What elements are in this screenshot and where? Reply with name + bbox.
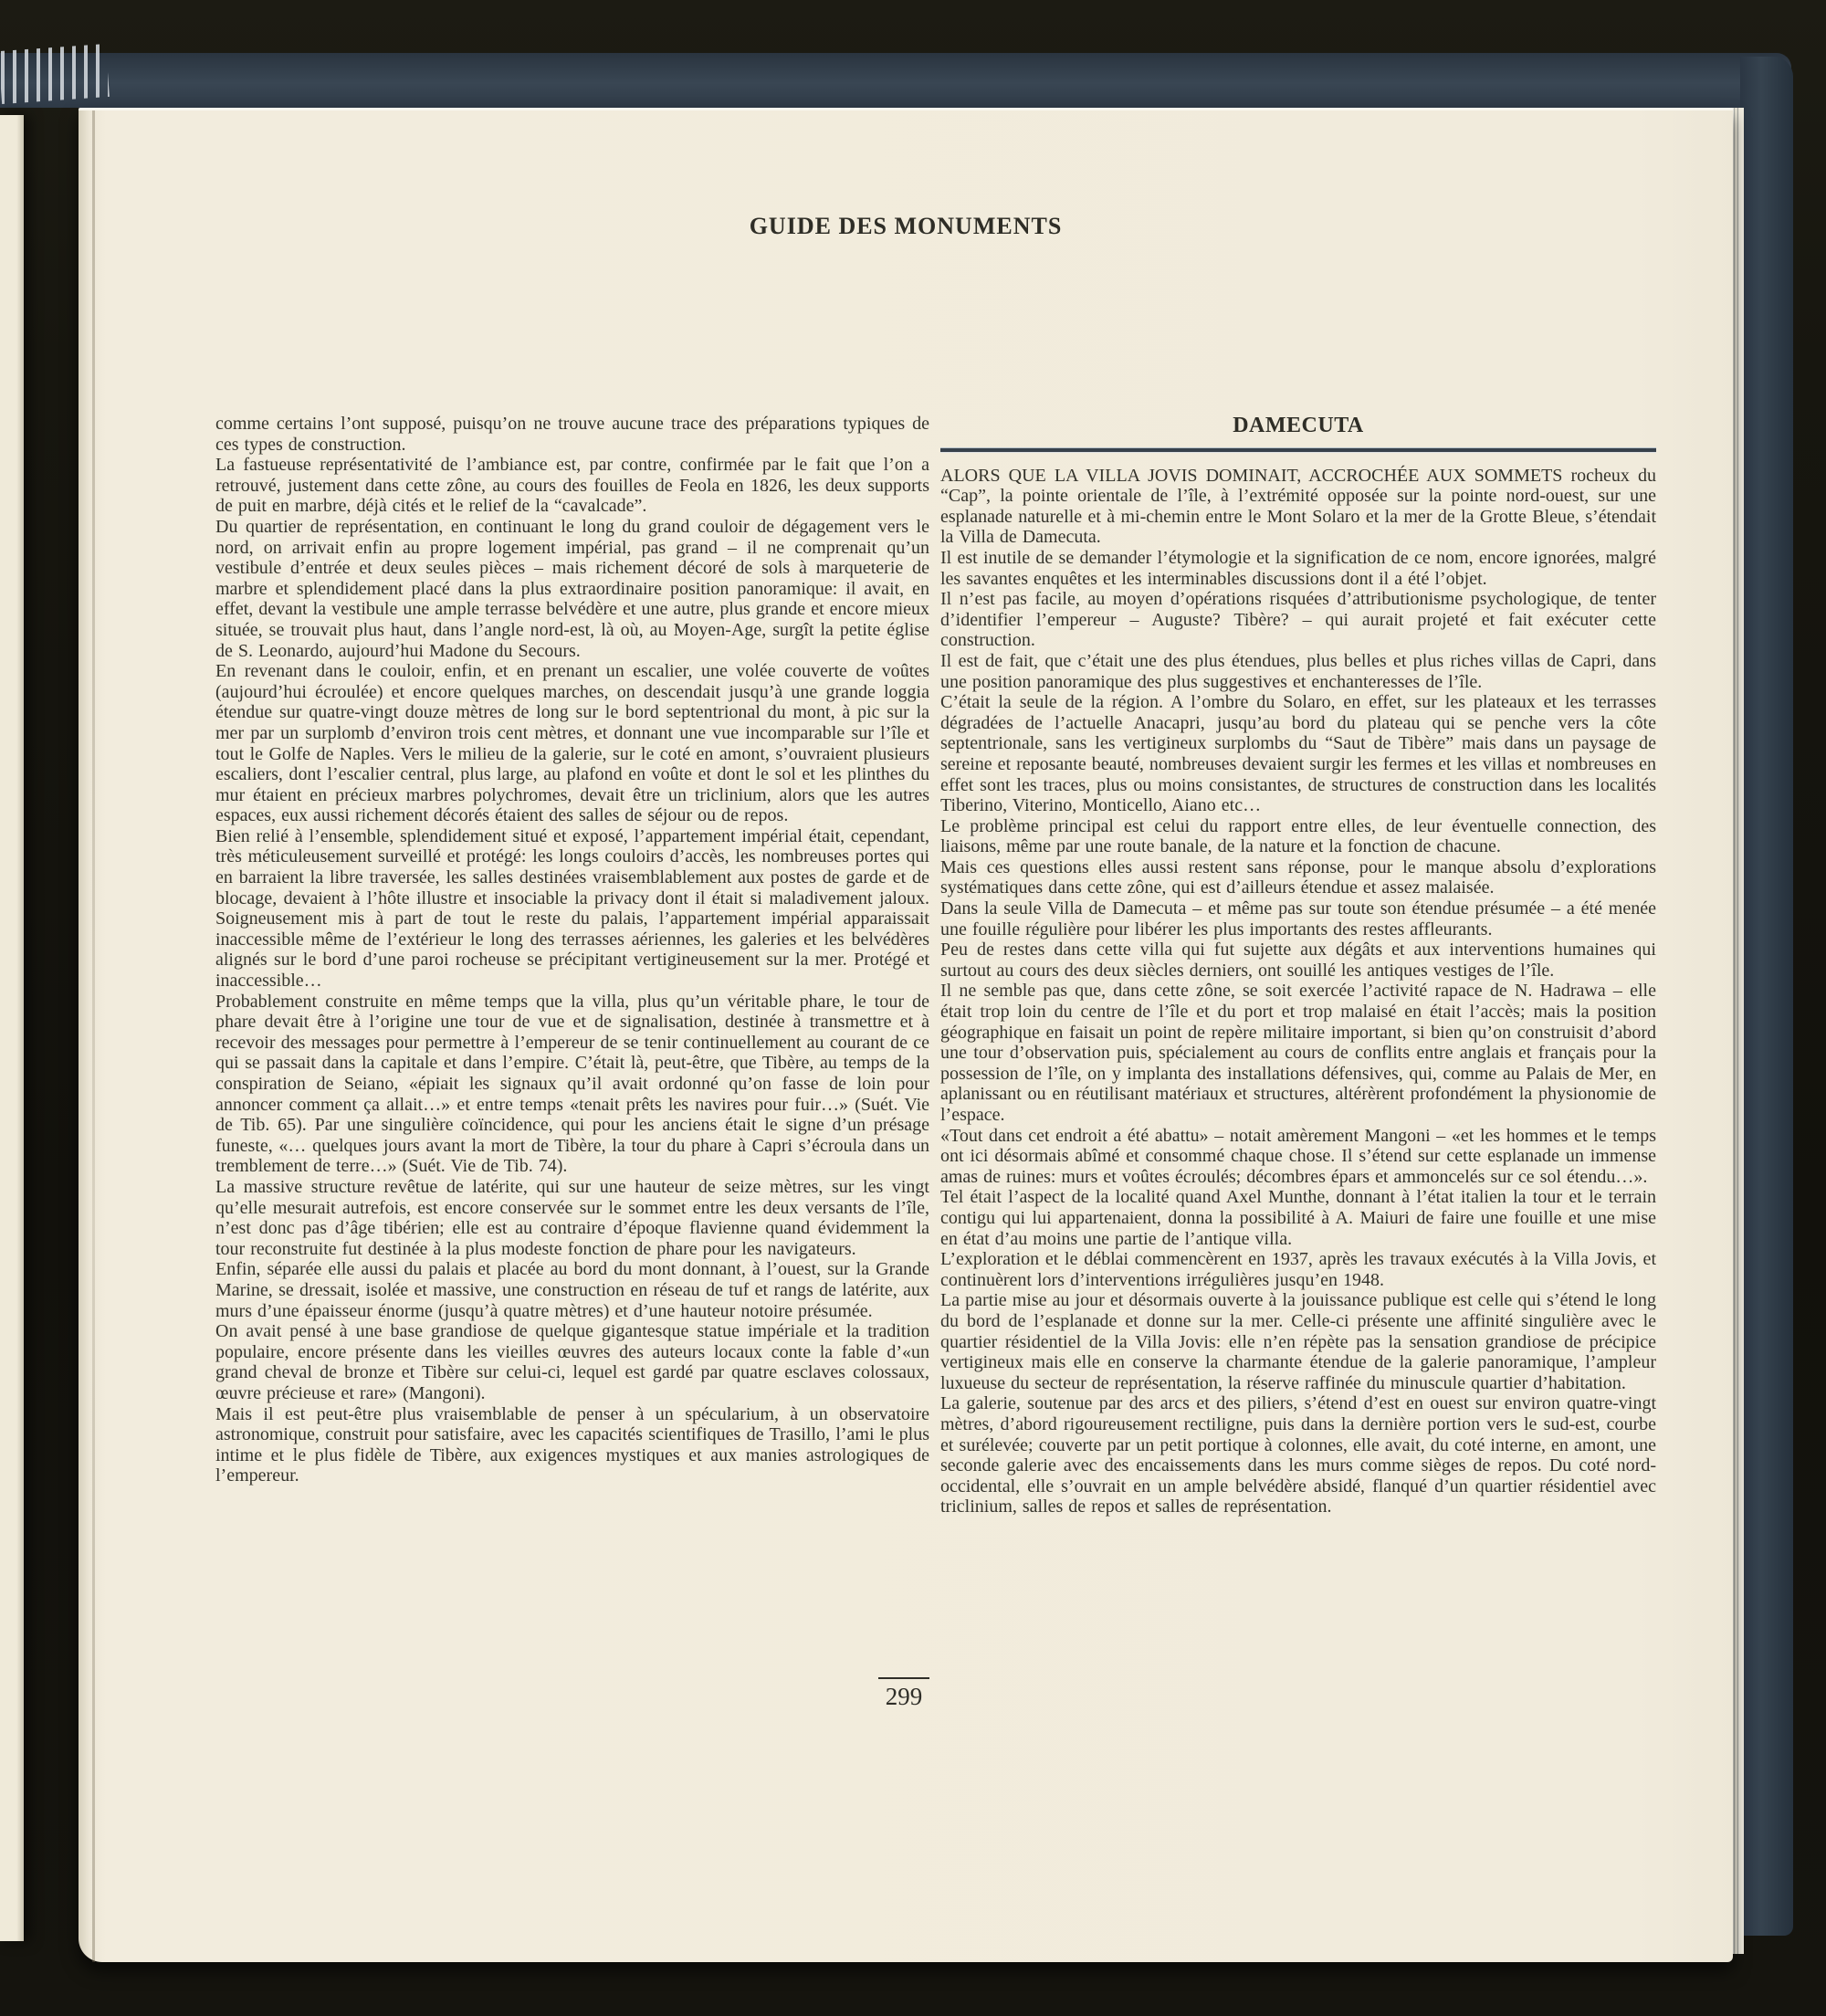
book-cover-top-edge: [0, 53, 1791, 108]
paragraph: Bien relié à l’ensemble, splendidement situé et exposé, l’appartement impérial était, cependant, très méticuleusement surveillé et protégé: les longs couloirs d’accès, les nombreuses portes qui en barraient la libre traversée, les salles destinées vraisemblablement aux postes de garde et de blocage, devaient à l’hôte illustre et insociable la privacy dont il était si maladivement jaloux. Soigneusement mis à part de tout le reste du palais, l’appartement impérial apparaissait inaccessible même de l’extérieur le long des terrasses aériennes, les galeries et les belvédères alignés sur le bord d’une paroi rocheuse se précipitant vertigineusement sur la mer. Protégé et inaccessible…: [215, 825, 929, 992]
paragraph: ALORS QUE LA VILLA JOVIS DOMINAIT, ACCROCHÉE AUX SOMMETS rocheux du “Cap”, la pointe orientale de l’île, à l’extrémité opposée sur la pointe nord-ouest, sur une esplanade naturelle et à mi-chemin entre le Mont Solaro et la mer de la Grotte Bleue, s’étendait la Villa de Damecuta.: [940, 465, 1656, 548]
left-column: [215, 414, 929, 1486]
paragraph: «Tout dans cet endroit a été abattu» – notait amèrement Mangoni – «et les hommes et le temps ont ici désormais abîmé et consommé chaque chose. Il s’étend sur cette esplanade un immense amas de ruines: murs et voûtes écroulés; décombres épars et ammoncelés sur ce sol étendu…».: [940, 1125, 1656, 1187]
binding-stitches: [0, 44, 110, 104]
paragraph: Il ne semble pas que, dans cette zône, se soit exercée l’activité rapace de N. Hadrawa – elle était trop loin du centre de l’île et du port et trop malaisé en était l’accès; mais la position géographique en faisait un point de repère militaire important, si bien qu’on construisit d’abord une tour d’observation puis, spécialement au cours de conflits entre anglais et français pour la possession de l’île, on y implanta des installations défensives, qui, comme au Palais de Mer, en aplanissant ou en réutilisant matériaux et structures, altérèrent profondément la physionomie de l’espace.: [940, 981, 1656, 1125]
paragraph: Mais il est peut-être plus vraisemblable de penser à un spécularium, à un observatoire astronomique, construit pour satisfaire, avec les capacités scientifiques de Trasillo, l’ami le plus intime et le plus fidèle de Tibère, aux exigences mystiques et aux manies astrologiques de l’empereur.: [215, 1403, 929, 1486]
section-body: [940, 466, 1656, 1517]
paragraph: Mais ces questions elles aussi restent sans réponse, pour le manque absolu d’explorations systématiques dans cette zône, qui est d’ailleurs étendue et assez malaisée.: [940, 856, 1656, 898]
book-page: [79, 108, 1733, 1962]
paragraph: Enfin, séparée elle aussi du palais et placée au bord du mont donnant, à l’ouest, sur la Grande Marine, se dressait, isolée et massive, une construction en réseau de tuf et rangs de latérite, aux murs d’une épaisseur énorme (jusqu’à quatre mètres) et d’une hauteur notoire présumée.: [215, 1259, 929, 1321]
section-rule: [940, 447, 1656, 453]
paragraph: La fastueuse représentativité de l’ambiance est, par contre, confirmée par le fait que l’on a retrouvé, justement dans cette zône, au cours des fouilles de Feola en 1826, les deux supports de puit en marbre, déjà cités et le relief de la “cavalcade”.: [215, 455, 929, 517]
paragraph: Tel était l’aspect de la localité quand Axel Munthe, donnant à l’état italien la tour et le terrain contigu qui lui appartenaient, donna la possibilité à A. Maiuri de faire une fouille et une mise en état d’au moins une partie de l’antique villa.: [940, 1187, 1656, 1249]
paragraph: Le problème principal est celui du rapport entre elles, de leur éventuelle connection, des liaisons, même par une route banale, de la nature et la fonction de chacune.: [940, 815, 1656, 857]
paragraph: Il est inutile de se demander l’étymologie et la signification de ce nom, encore ignorées, malgré les savantes enquêtes et les interminables discussions dont il a été l’objet.: [940, 547, 1656, 589]
paragraph: On avait pensé à une base grandiose de quelque gigantesque statue impériale et la tradition populaire, encore présente dans les vieilles œuvres des auteurs locaux conte la fable d’«un grand cheval de bronze et Tibère sur celui-ci, lequel est gardé par quatre esclaves colossaux, œuvre précieuse et rare» (Mangoni).: [215, 1321, 929, 1403]
paragraph: Probablement construite en même temps que la villa, plus qu’un véritable phare, le tour de phare devait être à l’origine une tour de vue et de signalisation, destinée à transmettre et à recevoir des messages pour permettre à l’empereur de se tenir continuellement au courant de ce qui se passait dans la capitale et dans l’empire. C’était là, peut-être, que Tibère, au temps de la conspiration de Seiano, «épiait les signaux qu’il avait ordonné qu’on fasse de loin pour annoncer comment ça allait…» et entre temps «tenait prêts les navires pour fuir…» (Suét. Vie de Tib. 65). Par une singulière coïncidence, qui pour les anciens était le signe d’un présage funeste, «… quelques jours avant la mort de Tibère, la tour du phare à Capri s’écroula dans un tremblement de terre…» (Suét. Vie de Tib. 74).: [215, 991, 929, 1177]
paragraph: Il n’est pas facile, au moyen d’opérations risquées d’attributionisme psychologique, de tenter d’identifier l’empereur – Auguste? Tibère? – qui aurait projeté et fait exécuter cette construction.: [940, 589, 1656, 651]
paragraph: Du quartier de représentation, en continuant le long du grand couloir de dégagement vers le nord, on arrivait enfin au propre logement impérial, pas grand – il ne comprenait qu’un vestibule d’entrée et deux seules pièces – mais richement décoré de sols à marqueterie de marbre et splendidement placé dans la plus extraordinaire position panoramique: il avait, en effet, devant la vestibule une ample terrasse belvédère et une autre, plus grande et encore mieux située, se trouvait plus haut, dans l’angle nord-est, là où, au Moyen-Age, surgît la petite église de S. Leonardo, aujourd’hui Madone du Secours.: [215, 516, 929, 661]
paragraph: Peu de restes dans cette villa qui fut sujette aux dégâts et aux interventions humaines qui surtout au cours des deux siècles derniers, ont souillé les antiques vestiges de l’île.: [940, 940, 1656, 981]
paragraph: Il est de fait, que c’était une des plus étendues, plus belles et plus riches villas de Capri, dans une position panoramique des plus suggestives et enchanteresses de l’île.: [940, 650, 1656, 692]
paragraph: La galerie, soutenue par des arcs et des piliers, s’étend d’est en ouest sur environ quatre-vingt mètres, d’abord rigoureusement rectiligne, puis dans la dernière portion vers le sud-est, courbe et surélevée; couverte par un petit portique à colonnes, elle avait, du coté interne, en amont, une seconde galerie avec des encaissements dans les murs comme sièges de repos. Du coté nord-occidental, elle s’ouvrait en un ample belvédère absidé, flanqué d’un quartier résidentiel avec triclinium, salles de repos et salles de représentation.: [940, 1393, 1656, 1517]
paragraph: comme certains l’ont supposé, puisqu’on ne trouve aucune trace des préparations typiques de ces types de construction.: [215, 414, 929, 455]
running-head: GUIDE DES MONUMENTS: [749, 213, 1063, 239]
right-column: [940, 414, 1656, 1517]
section-heading: DAMECUTA: [1233, 414, 1364, 437]
paragraph: La massive structure revêtue de latérite, qui sur une hauteur de seize mètres, sur les vingt qu’elle mesurait autrefois, est encore conservée sur le sommet entre les deux versants de l’île, n’est donc pas d’âge tibérien; elle est au contraire d’époque flavienne quand évidemment la tour reconstruite fut destinée à la plus modeste fonction de phare pour les navigateurs.: [215, 1176, 929, 1259]
page-number: [860, 1677, 948, 1711]
adjacent-page-edge: [0, 115, 24, 1941]
page-number-value: 299: [878, 1677, 930, 1711]
paragraph: La partie mise au jour et désormais ouverte à la jouissance publique est celle qui s’étend le long du bord de l’esplanade et donne sur la mer. Celle-ci présente une affinité singulière avec le quartier résidentiel de la Villa Jovis: elle n’en répète pas la sensation grandiose de précipice vertigineux mais elle en conserve la charmante étendue de la galerie panoramique, l’ampleur luxueuse du secteur de représentation, la réserve raffinée du minuscule quartier d’habitation.: [940, 1290, 1656, 1393]
paragraph: Dans la seule Villa de Damecuta – et même pas sur toute son étendue présumée – a été menée une fouille régulière pour libérer les plus importants des restes affleurants.: [940, 898, 1656, 940]
paragraph: C’était la seule de la région. A l’ombre du Solaro, en effet, sur les plateaux et les terrasses dégradées de l’actuelle Anacapri, jusqu’au bord du plateau qui se penche vers la côte septentrionale, sans les vertigineux surplombs du “Saut de Tibère” mais dans un paysage de sereine et reposante beauté, nombreuses devaient surgir les fermes et les villas et nombreuses en effet sont les traces, plus ou moins consistantes, de structures de construction dans les localités Tiberino, Viterino, Monticello, Aiano etc…: [940, 692, 1656, 816]
paragraph: L’exploration et le déblai commencèrent en 1937, après les travaux exécutés à la Villa Jovis, et continuèrent lors d’interventions irrégulières jusqu’en 1948.: [940, 1249, 1656, 1290]
paragraph: En revenant dans le couloir, enfin, et en prenant un escalier, une volée couverte de voûtes (aujourd’hui écroulée) et encore quelques marches, on descendait jusqu’à une grande loggia étendue sur quatre-vingt douze mètres de long sur le bord septentrional du mont, à pic sur la mer par un surplomb d’environ trois cent mètres, et donnant une vue incomparable sur l’île et tout le Golfe de Naples. Vers le milieu de la galerie, sur le coté en amont, s’ouvraient plusieurs escaliers, dont l’escalier central, plus large, au plafond en voûte et dont le sol et les plinthes du mur étaient en précieux marbres polychromes, devait être un triclinium, alors que les autres espaces, eux aussi richement décorés étaient des salles de séjour ou de repos.: [215, 661, 929, 826]
page-stack-edges: [1731, 108, 1744, 1954]
book-cover-right-edge: [1740, 57, 1793, 1936]
